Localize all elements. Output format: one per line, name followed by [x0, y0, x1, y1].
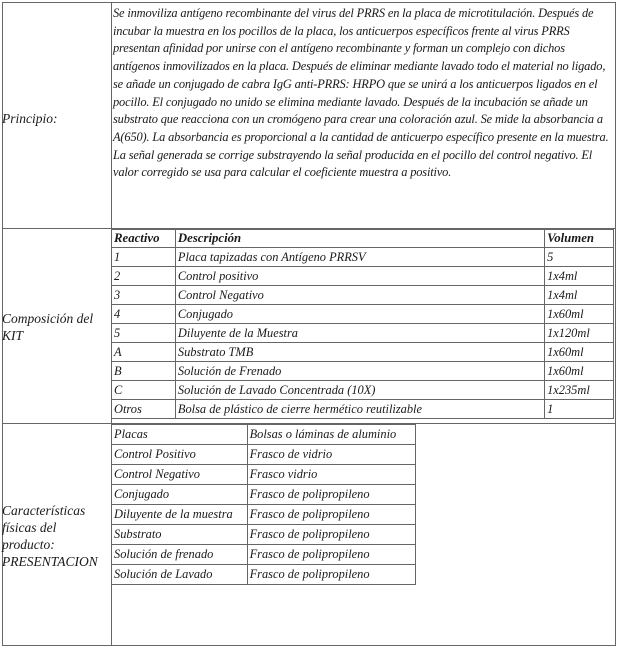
descripcion-cell: Substrato TMB — [175, 343, 544, 362]
reactivo-cell: C — [112, 381, 176, 400]
table-row — [112, 400, 614, 419]
container-cell: Frasco de polipropileno — [247, 505, 415, 525]
reactivo-cell: Otros — [112, 400, 176, 419]
table-row — [112, 362, 614, 381]
table-row — [112, 545, 416, 565]
table-row — [112, 324, 614, 343]
reactivo-cell: A — [112, 343, 176, 362]
descripcion-cell: Placa tapizadas con Antígeno PRRSV — [175, 248, 544, 267]
component-cell: Conjugado — [112, 485, 248, 505]
table-row — [112, 565, 416, 585]
table-row — [112, 465, 416, 485]
table-row — [112, 485, 416, 505]
table-row — [112, 267, 614, 286]
principio-text: Se inmoviliza antígeno recombinante del virus del PRRS en la placa de microtitulación. Después de incubar la muestra en los pocillos de la placa, los anticuerpos específicos frente al virus PRRS presentan afinidad por unirse con el antígeno recombinante y forman un complejo con dichos antígenos inmovilizados en la placa. Después de eliminar mediante lavado todo el material no ligado, se añade un conjugado de cabra IgG anti-PRRS: HRPO que se unirá a los anticuerpos ligados en el pocillo. El conjugado no unido se elimina mediante lavado. Después de la incubación se añade un substrato que reacciona con un cromógeno para crear una coloración azul. Se mide la absorbancia a A(650). La absorbancia es proporcional a la cantidad de anticuerpo específico presente en la muestra. La señal generada se corrige substrayendo la señal producida en el pocillo del control negativo. El valor corregido se usa para calcular el coeficiente muestra a positivo. — [113, 6, 609, 180]
table-row — [112, 381, 614, 400]
component-cell: Substrato — [112, 525, 248, 545]
volumen-cell: 5 — [545, 248, 614, 267]
reactivo-cell: 1 — [112, 248, 176, 267]
container-cell: Frasco de polipropileno — [247, 485, 415, 505]
volumen-cell: 1x4ml — [545, 286, 614, 305]
reactivo-cell: 4 — [112, 305, 176, 324]
component-cell: Control Negativo — [112, 465, 248, 485]
container-cell: Frasco de polipropileno — [247, 565, 415, 585]
container-cell: Frasco de vidrio — [247, 445, 415, 465]
volumen-cell: 1x60ml — [545, 362, 614, 381]
table-row — [112, 425, 416, 445]
reactivo-cell: 5 — [112, 324, 176, 343]
table-row — [112, 525, 416, 545]
kit-header-row — [112, 230, 614, 248]
descripcion-cell: Bolsa de plástico de cierre hermético reutilizable — [175, 400, 544, 419]
reactivo-cell: B — [112, 362, 176, 381]
reactivo-cell: 3 — [112, 286, 176, 305]
component-cell: Solución de frenado — [112, 545, 248, 565]
volumen-cell: 1x60ml — [545, 305, 614, 324]
component-cell: Solución de Lavado — [112, 565, 248, 585]
descripcion-cell: Control Negativo — [175, 286, 544, 305]
volumen-cell: 1x4ml — [545, 267, 614, 286]
presentation-table — [111, 424, 416, 585]
principio-label: Principio: — [2, 111, 58, 126]
composicion-label: Composición del KIT — [2, 311, 94, 343]
volumen-cell: 1x60ml — [545, 343, 614, 362]
table-row — [112, 343, 614, 362]
presentacion-label: Características físicas del producto: PRESENTACION — [2, 503, 98, 569]
descripcion-cell: Solución de Frenado — [175, 362, 544, 381]
table-row — [112, 286, 614, 305]
table-row — [112, 505, 416, 525]
descripcion-cell: Diluyente de la Muestra — [175, 324, 544, 343]
volumen-cell: 1x235ml — [545, 381, 614, 400]
kit-composition-table — [111, 229, 614, 419]
header-reactivo: Reactivo — [112, 230, 176, 248]
container-cell: Frasco de polipropileno — [247, 545, 415, 565]
volumen-cell: 1x120ml — [545, 324, 614, 343]
container-cell: Bolsas o láminas de aluminio — [247, 425, 415, 445]
component-cell: Placas — [112, 425, 248, 445]
table-row — [112, 305, 614, 324]
container-cell: Frasco de polipropileno — [247, 525, 415, 545]
descripcion-cell: Control positivo — [175, 267, 544, 286]
descripcion-cell: Conjugado — [175, 305, 544, 324]
component-cell: Diluyente de la muestra — [112, 505, 248, 525]
reactivo-cell: 2 — [112, 267, 176, 286]
header-volumen: Volumen — [545, 230, 614, 248]
table-row — [112, 445, 416, 465]
descripcion-cell: Solución de Lavado Concentrada (10X) — [175, 381, 544, 400]
header-descripcion: Descripción — [175, 230, 544, 248]
volumen-cell: 1 — [545, 400, 614, 419]
table-row — [112, 248, 614, 267]
container-cell: Frasco vidrio — [247, 465, 415, 485]
component-cell: Control Positivo — [112, 445, 248, 465]
